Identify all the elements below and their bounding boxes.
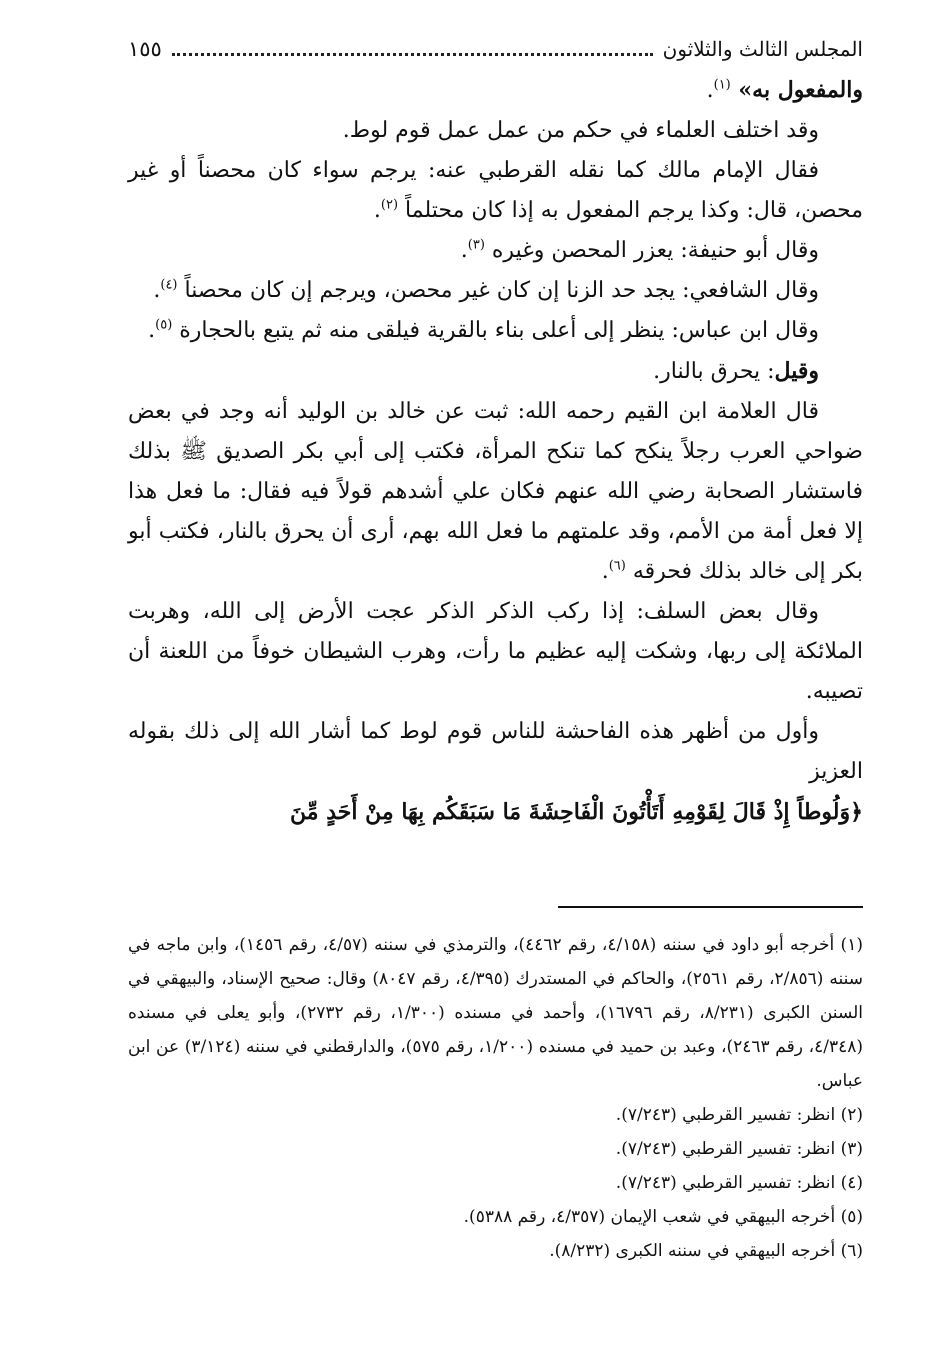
footnote-1: (١) أخرجه أبو داود في سننه (٤/١٥٨، رقم ٤٤٦٢)، والترمذي في سننه (٤/٥٧، رقم ١٤٥٦)، وابن ماجه في سننه (٢/٨٥٦، رقم ٢٥٦١)، والحاكم في المستدرك (٤/٣٩٥، رقم ٨٠٤٧) وقال: صحيح الإسناد، والبيهقي في السنن الكبرى (٨/٢٣١، رقم ١٦٧٩٦)، وأحمد في مسنده (١/٣٠٠، رقم ٢٧٣٢)، وأبو يعلى في مسنده (٤/٣٤٨، رقم ٢٤٦٣)، وعبد بن حميد في مسنده (١/٢٠٠، رقم ٥٧٥)، والدارقطني في سننه (٣/١٢٤) عن ابن عباس. [128,935,864,1091]
footnote-4: (٤) انظر: تفسير القرطبي (٧/٢٤٣). [615,1173,863,1193]
footnote-ref: (٥) [155,317,173,333]
paragraph-8 [128,392,863,592]
paragraph-text: وقال أبو حنيفة: يعزر المحصن وغيره [484,238,819,263]
paragraph-tail: . [148,318,156,343]
paragraph-1 [128,70,863,111]
paragraph-6 [128,311,863,351]
paragraph-tail: . [601,559,609,584]
footnote-2: (٢) انظر: تفسير القرطبي (٧/٢٤٣). [615,1105,863,1125]
paragraph-text: وقال ابن عباس: ينظر إلى أعلى بناء بالقرية فيلقى منه ثم يتبع بالحجارة [172,318,819,343]
running-header [128,32,863,66]
paragraph-text: وأول من أظهر هذه الفاحشة للناس قوم لوط كما أشار الله إلى ذلك بقوله العزيز [128,719,863,784]
paragraph-lead: والمفعول به» [730,77,863,103]
footnote-5: (٥) أخرجه البيهقي في شعب الإيمان (٤/٣٥٧، رقم ٥٣٨٨). [463,1207,863,1227]
paragraph-10 [128,712,863,792]
paragraph-text: وقال بعض السلف: إذا ركب الذكر الذكر عجت الأرض إلى الله، وهربت الملائكة إلى ربها، وشكت إليه عظيم ما رأت، وهرب الشيطان خوفاً من اللعنة أن تصيبه. [128,599,863,704]
main-text [128,70,863,832]
paragraph-tail: . [460,238,468,263]
footnote-divider [558,906,863,908]
footnote-ref: (٦) [608,558,626,574]
paragraph-9 [128,592,863,712]
footnote-6: (٦) أخرجه البيهقي في سننه الكبرى (٨/٢٣٢). [549,1241,863,1261]
paragraph-text: وقد اختلف العلماء في حكم من عمل عمل قوم لوط. [342,118,819,143]
paragraph-text: قال العلامة ابن القيم رحمه الله: ثبت عن خالد بن الوليد أنه وجد في بعض ضواحي العرب رجلاً ينكح كما تنكح المرأة، فكتب إلى أبي بكر الصديق ﷺ بذلك فاستشار الصحابة رضي الله عنهم فكان علي أشدهم قولاً فيه فقال: ما فعل هذا إلا فعل أمة من الأمم، وقد علمتهم ما فعل الله بهم، أرى أن يحرق بالنار، فكتب أبو بكر إلى خالد بذلك فحرقه [128,399,863,584]
footnote-ref: (٢) [380,197,399,213]
quran-verse: ﴿وَلُوطاً إِذْ قَالَ لِقَوْمِهِ أَتَأْتُونَ الْفَاحِشَةَ مَا سَبَقَكُم بِهَا مِنْ أَحَدٍ مِّنَ [290,799,863,825]
paragraph-7 [128,351,863,392]
footnote-ref: (١) [713,77,731,93]
paragraph-text: وقال الشافعي: يجد حد الزنا إن كان غير محصن، ويرجم إن كان محصناً [177,278,819,303]
paragraph-text: فقال الإمام مالك كما نقله القرطبي عنه: يرجم سواء كان محصناً أو غير محصن، قال: وكذا يرجم المفعول به إذا كان محتلماً [128,158,863,223]
footnote-3: (٣) انظر: تفسير القرطبي (٧/٢٤٣). [615,1139,863,1159]
footnote-ref: (٣) [467,237,485,253]
paragraph-3 [128,151,863,231]
chapter-title: المجلس الثالث والثلاثون [662,37,863,61]
paragraph-tail: . [373,198,381,223]
paragraph-4 [128,231,863,271]
paragraph-tail: . [153,278,161,303]
paragraph-tail: . [706,78,714,103]
paragraph-text: : يحرق بالنار. [653,359,775,384]
header-dotted-leader [172,43,653,56]
paragraph-2 [128,111,863,151]
paragraph-lead: وقيل [774,358,819,384]
paragraph-5 [128,271,863,311]
page-number: ١٥٥ [128,37,162,61]
footnote-ref: (٤) [160,277,178,293]
footnotes [128,928,863,1268]
